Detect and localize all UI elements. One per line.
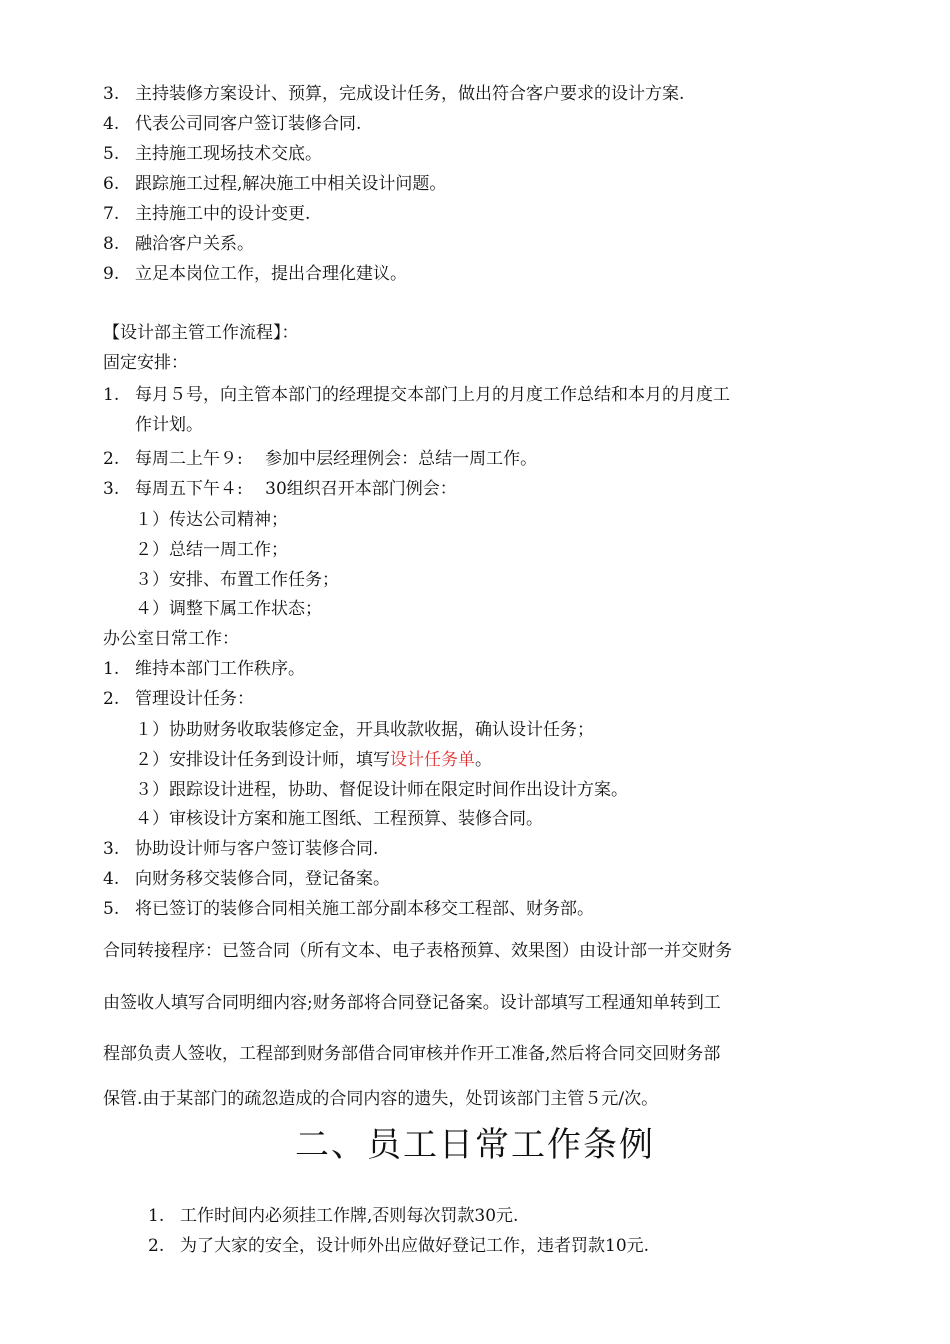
sub-item-text: １）传达公司精神； [135, 510, 288, 530]
workflow-title-text: 【设计部主管工作流程】： [103, 323, 299, 343]
list-text: 协助设计师与客户签订装修合同. [135, 839, 379, 859]
sub-item-text: ４）审核设计方案和施工图纸、工程预算、装修合同。 [135, 809, 543, 829]
paragraph-text: 程部负责人签收，工程部到财务部借合同审核并作开工准备,然后将合同交回财务部 [103, 1044, 721, 1064]
paragraph-text: 合同转接程序：已签合同（所有文本、电子表格预算、效果图）由设计部一并交财务 [103, 941, 732, 961]
daily-title-text: 办公室日常工作： [103, 629, 239, 649]
list-text: 每月５号，向主管本部门的经理提交本部门上月的月度工作总结和本月的月度工 [135, 385, 730, 405]
sub-item-text-after: 。 [475, 750, 492, 770]
section-heading: 二、员工日常工作条例 [295, 1125, 655, 1165]
sub-item-text: ３）安排、布置工作任务； [135, 570, 339, 590]
list-text: 每周五下午４: 30组织召开本部门例会： [135, 479, 457, 499]
paragraph-text: 由签收人填写合同明细内容;财务部将合同登记备案。设计部填写工程通知单转到工 [103, 993, 721, 1013]
list-number: 9. [103, 264, 120, 284]
list-text: 工作时间内必须挂工作牌,否则每次罚款30元. [180, 1206, 519, 1226]
list-number: 1. [103, 385, 120, 405]
list-text: 管理设计任务： [135, 689, 254, 709]
list-number: 3. [103, 479, 120, 499]
sub-item-text-before: ２）安排设计任务到设计师，填写 [135, 750, 390, 770]
sub-item-text [135, 745, 492, 775]
list-number: 1. [103, 659, 120, 679]
list-number: 5. [103, 144, 120, 164]
list-text: 将已签订的装修合同相关施工部分副本移交工程部、财务部。 [135, 899, 594, 919]
sub-item-text: １）协助财务收取装修定金，开具收款收据，确认设计任务； [135, 720, 594, 740]
sub-item-text: ４）调整下属工作状态； [135, 599, 322, 619]
list-number: 3. [103, 84, 120, 104]
fixed-title-text: 固定安排： [103, 353, 188, 373]
list-number: 1. [148, 1206, 165, 1226]
list-text: 主持施工中的设计变更. [135, 204, 311, 224]
list-text: 为了大家的安全，设计师外出应做好登记工作，违者罚款10元. [180, 1236, 650, 1256]
sub-item-text: ３）跟踪设计进程，协助、督促设计师在限定时间作出设计方案。 [135, 780, 628, 800]
list-number: 7. [103, 204, 120, 224]
list-number: 4. [103, 114, 120, 134]
list-text: 融洽客户关系。 [135, 234, 254, 254]
design-task-form-highlight: 设计任务单 [390, 750, 475, 770]
list-text: 向财务移交装修合同，登记备案。 [135, 869, 390, 889]
list-number: 5. [103, 899, 120, 919]
list-number: 3. [103, 839, 120, 859]
list-text: 维持本部门工作秩序。 [135, 659, 305, 679]
list-text: 立足本岗位工作，提出合理化建议。 [135, 264, 407, 284]
list-text: 主持施工现场技术交底。 [135, 144, 322, 164]
list-number: 4. [103, 869, 120, 889]
list-text: 主持装修方案设计、预算，完成设计任务，做出符合客户要求的设计方案. [135, 84, 685, 104]
list-text: 跟踪施工过程,解决施工中相关设计问题。 [135, 174, 447, 194]
list-text-continuation: 作计划。 [135, 415, 203, 435]
paragraph-text: 保管.由于某部门的疏忽造成的合同内容的遗失，处罚该部门主管５元/次。 [103, 1089, 659, 1109]
list-number: 2. [148, 1236, 165, 1256]
list-number: 2. [103, 689, 120, 709]
list-number: 8. [103, 234, 120, 254]
list-text: 每周二上午９: 参加中层经理例会：总结一周工作。 [135, 449, 538, 469]
list-text: 代表公司同客户签订装修合同. [135, 114, 362, 134]
sub-item-text: ２）总结一周工作； [135, 540, 288, 560]
list-number: 6. [103, 174, 120, 194]
list-number: 2. [103, 449, 120, 469]
